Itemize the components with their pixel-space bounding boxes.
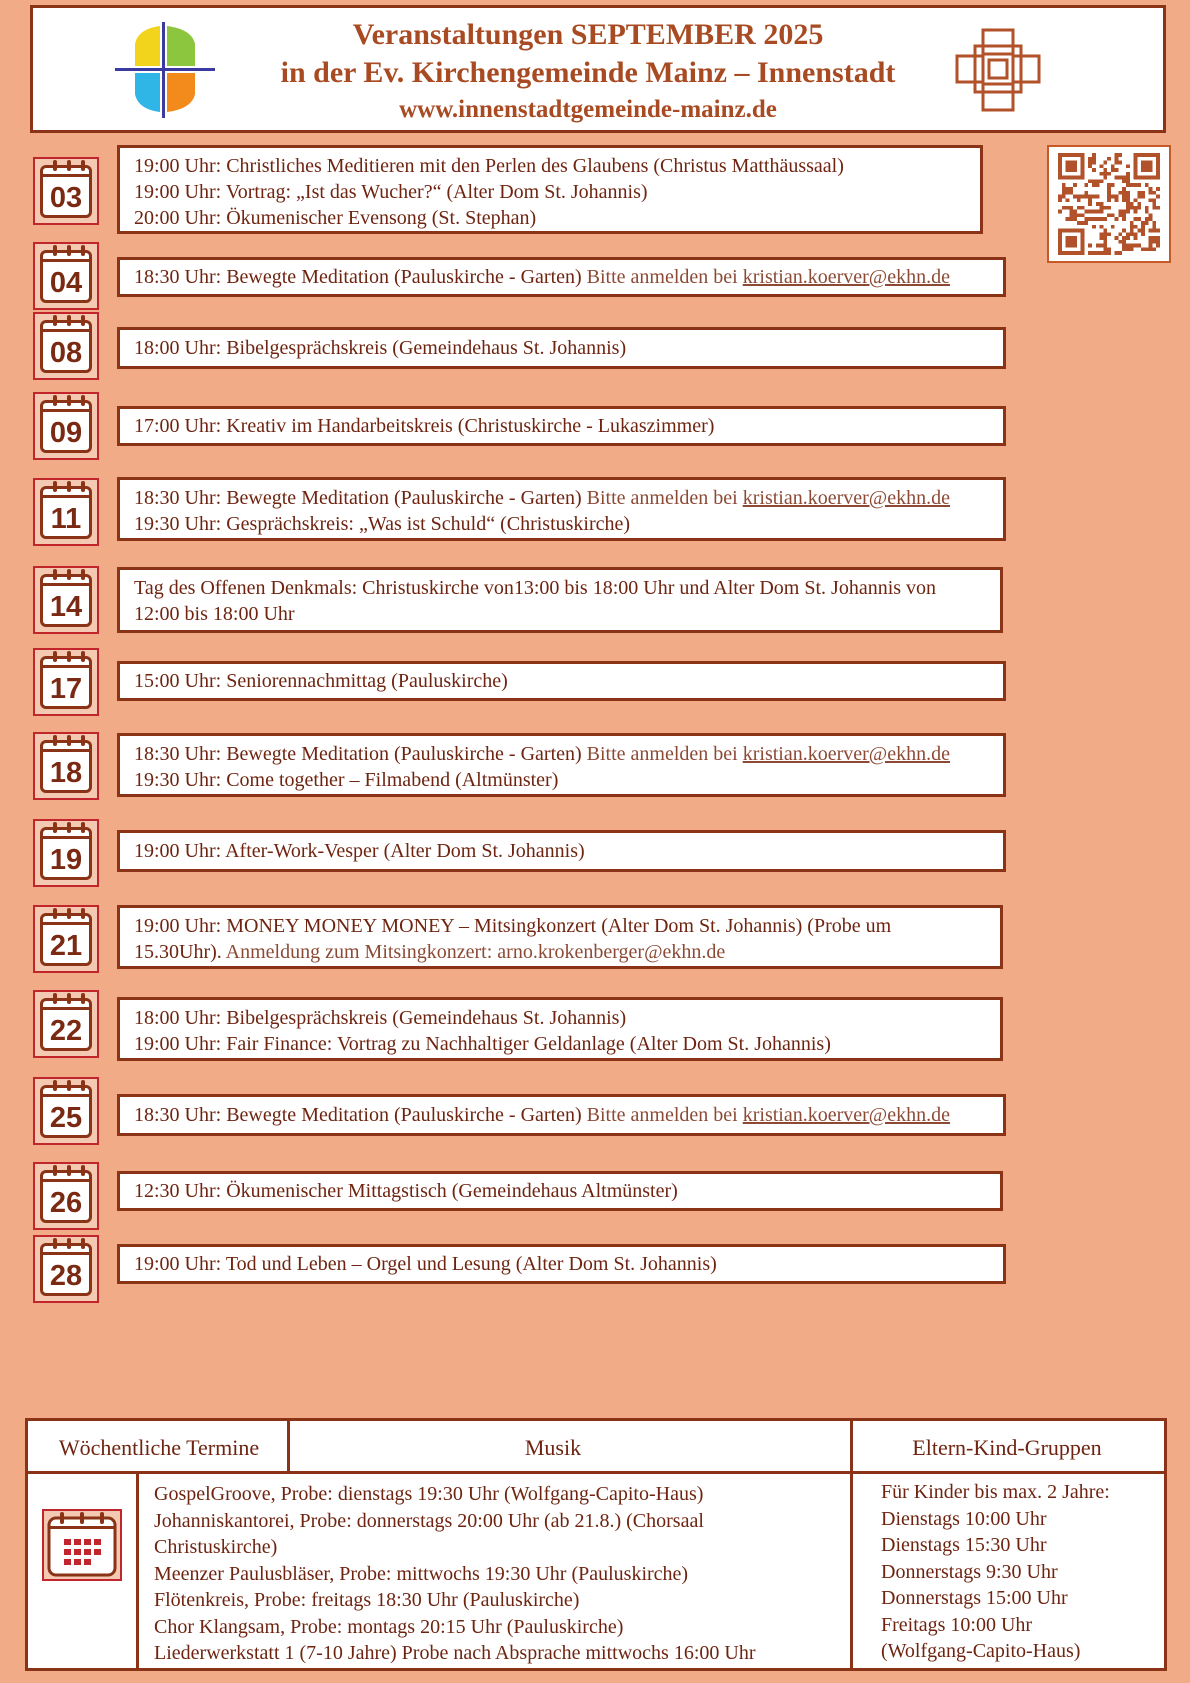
event-text: 15:00 Uhr: Seniorennachmittag (Pauluskirche) bbox=[134, 670, 508, 692]
event-box bbox=[117, 733, 1006, 797]
event-text: Tag des Offenen Denkmals: Christuskirche von13:00 bis 18:00 Uhr und Alter Dom St. Johannis von 12:00 bis 18:00 Uhr bbox=[134, 577, 937, 625]
list-item: Donnerstags 15:00 Uhr bbox=[881, 1587, 1068, 1609]
cross-logo-icon bbox=[115, 22, 215, 123]
date-badge bbox=[33, 732, 99, 800]
list-item: Johanniskantorei, Probe: donnerstags 20:00 Uhr (ab 21.8.) (Chorsaal Christuskirche) bbox=[154, 1509, 704, 1558]
event-box bbox=[117, 477, 1006, 541]
calendar-icon bbox=[40, 827, 92, 880]
email-link[interactable]: kristian.koerver@ekhn.de bbox=[742, 743, 950, 765]
calendar-icon bbox=[40, 486, 92, 539]
date-number: 08 bbox=[49, 337, 83, 369]
event-line bbox=[134, 413, 989, 439]
event-note: Bitte anmelden bei bbox=[581, 1104, 743, 1126]
date-number: 11 bbox=[50, 503, 82, 535]
date-number: 21 bbox=[49, 930, 83, 962]
calendar-icon bbox=[40, 165, 92, 218]
list-item: Flötenkreis, Probe: freitags 18:30 Uhr (Pauluskirche) bbox=[154, 1589, 580, 1611]
calendar-icon bbox=[40, 913, 92, 966]
event-text: 18:00 Uhr: Bibelgesprächskreis (Gemeindehaus St. Johannis) bbox=[134, 1007, 627, 1029]
music-list bbox=[154, 1481, 814, 1667]
event-box bbox=[117, 905, 1003, 969]
list-item: Freitags 10:00 Uhr bbox=[881, 1613, 1033, 1636]
list-item: Chor Klangsam, Probe: montags 20:15 Uhr (Pauluskirche) bbox=[154, 1615, 624, 1638]
calendar-icon bbox=[40, 740, 92, 793]
event-text: 18:30 Uhr: Bewegte Meditation (Pauluskirche - Garten) bbox=[134, 266, 582, 288]
event-line bbox=[134, 511, 989, 537]
event-note: Bitte anmelden bei bbox=[581, 487, 743, 509]
list-item: GospelGroove, Probe: dienstags 19:30 Uhr (Wolfgang-Capito-Haus) bbox=[154, 1483, 704, 1505]
date-number: 14 bbox=[49, 591, 83, 623]
event-line bbox=[134, 913, 986, 939]
event-line bbox=[134, 767, 989, 793]
event-line bbox=[134, 1102, 989, 1128]
qr-code-icon[interactable] bbox=[1047, 145, 1171, 263]
event-box bbox=[117, 406, 1006, 446]
date-badge bbox=[33, 1162, 99, 1230]
event-box bbox=[117, 327, 1006, 369]
event-text: 18:30 Uhr: Bewegte Meditation (Pauluskirche - Garten) bbox=[134, 487, 582, 509]
date-number: 28 bbox=[49, 1260, 83, 1292]
date-number: 04 bbox=[49, 267, 83, 299]
event-line bbox=[134, 1005, 986, 1031]
date-badge bbox=[33, 819, 99, 887]
date-badge bbox=[33, 566, 99, 634]
email-link[interactable]: kristian.koerver@ekhn.de bbox=[742, 487, 950, 509]
list-item: Liederwerkstatt 1 (7-10 Jahre) Probe nach Absprache mittwochs 16:00 Uhr bbox=[154, 1642, 756, 1664]
kids-list bbox=[881, 1479, 1161, 1665]
event-text: 19:00 Uhr: Christliches Meditieren mit den Perlen des Glaubens (Christus Matthäussaal) bbox=[134, 155, 844, 177]
calendar-icon bbox=[40, 574, 92, 627]
event-text: 19:00 Uhr: Tod und Leben – Orgel und Lesung (Alter Dom St. Johannis) bbox=[134, 1253, 717, 1275]
calendar-icon bbox=[42, 1509, 122, 1586]
date-badge bbox=[33, 157, 99, 225]
date-badge bbox=[33, 242, 99, 310]
date-badge bbox=[33, 990, 99, 1058]
event-text: 18:30 Uhr: Bewegte Meditation (Pauluskirche - Garten) bbox=[134, 1104, 582, 1126]
kids-heading: Eltern-Kind-Gruppen bbox=[912, 1435, 1102, 1460]
event-line bbox=[134, 264, 989, 290]
list-item: Für Kinder bis max. 2 Jahre: bbox=[881, 1481, 1110, 1503]
event-text: 19:00 Uhr: Vortrag: „Ist das Wucher?“ (Alter Dom St. Johannis) bbox=[134, 181, 648, 203]
music-heading: Musik bbox=[524, 1435, 582, 1460]
event-line bbox=[134, 1031, 986, 1057]
date-number: 26 bbox=[49, 1187, 83, 1219]
weekly-heading: Wöchentliche Termine bbox=[58, 1435, 260, 1460]
header-banner bbox=[30, 5, 1166, 133]
event-note: Anmeldung zum Mitsingkonzert: arno.krokenberger@ekhn.de bbox=[221, 941, 726, 963]
event-line bbox=[134, 485, 989, 511]
church-cross-logo-icon bbox=[953, 26, 1043, 119]
event-box bbox=[117, 257, 1006, 297]
calendar-icon bbox=[40, 400, 92, 453]
date-number: 03 bbox=[49, 182, 83, 214]
event-line bbox=[134, 335, 989, 361]
event-box bbox=[117, 997, 1003, 1061]
event-text: 19:30 Uhr: Gesprächskreis: „Was ist Schuld“ (Christuskirche) bbox=[134, 513, 631, 535]
event-box bbox=[117, 567, 1003, 633]
date-number: 18 bbox=[49, 757, 83, 789]
event-line bbox=[134, 741, 989, 767]
event-line bbox=[134, 838, 989, 864]
website-link[interactable]: www.innenstadtgemeinde-mainz.de bbox=[399, 96, 777, 123]
event-text: 15.30Uhr). bbox=[134, 941, 222, 963]
list-item: Donnerstags 9:30 Uhr bbox=[881, 1560, 1058, 1583]
event-line bbox=[134, 668, 989, 694]
calendar-icon bbox=[40, 998, 92, 1051]
event-line bbox=[134, 153, 966, 179]
event-line bbox=[134, 205, 966, 231]
event-box bbox=[117, 830, 1006, 872]
date-badge bbox=[33, 648, 99, 716]
event-note: Bitte anmelden bei bbox=[581, 743, 743, 765]
calendar-icon bbox=[40, 656, 92, 709]
event-line bbox=[134, 939, 986, 965]
date-number: 19 bbox=[49, 844, 83, 876]
event-line bbox=[134, 1251, 989, 1277]
date-number: 25 bbox=[49, 1102, 83, 1134]
list-item: (Wolfgang-Capito-Haus) bbox=[881, 1640, 1081, 1662]
email-link[interactable]: kristian.koerver@ekhn.de bbox=[742, 1104, 950, 1126]
event-text: 19:00 Uhr: MONEY MONEY MONEY – Mitsingkonzert (Alter Dom St. Johannis) (Probe um bbox=[134, 915, 892, 937]
event-box bbox=[117, 1171, 1003, 1211]
event-text: 19:00 Uhr: After-Work-Vesper (Alter Dom St. Johannis) bbox=[134, 840, 585, 862]
page-title: Veranstaltungen SEPTEMBER 2025 bbox=[352, 18, 824, 51]
event-text: 19:30 Uhr: Come together – Filmabend (Altmünster) bbox=[134, 769, 559, 791]
calendar-icon bbox=[40, 1085, 92, 1138]
date-badge bbox=[33, 905, 99, 973]
event-text: 18:00 Uhr: Bibelgesprächskreis (Gemeindehaus St. Johannis) bbox=[134, 337, 627, 359]
date-number: 17 bbox=[49, 673, 83, 705]
calendar-icon bbox=[40, 320, 92, 373]
list-item: Dienstags 10:00 Uhr bbox=[881, 1507, 1047, 1530]
date-badge bbox=[33, 478, 99, 546]
event-text: 20:00 Uhr: Ökumenischer Evensong (St. Stephan) bbox=[134, 207, 537, 229]
event-text: 17:00 Uhr: Kreativ im Handarbeitskreis (Christuskirche - Lukaszimmer) bbox=[134, 415, 715, 437]
weekly-schedule bbox=[25, 1418, 1167, 1671]
event-text: 18:30 Uhr: Bewegte Meditation (Pauluskirche - Garten) bbox=[134, 743, 582, 765]
event-box bbox=[117, 145, 983, 234]
date-badge bbox=[33, 392, 99, 460]
date-number: 09 bbox=[49, 417, 83, 449]
date-badge bbox=[33, 312, 99, 380]
event-line bbox=[134, 1178, 986, 1204]
event-line bbox=[134, 575, 986, 627]
event-text: 12:30 Uhr: Ökumenischer Mittagstisch (Gemeindehaus Altmünster) bbox=[134, 1180, 678, 1202]
event-line bbox=[134, 179, 966, 205]
calendar-icon bbox=[40, 1243, 92, 1296]
event-box bbox=[117, 1094, 1006, 1136]
email-link[interactable]: kristian.koerver@ekhn.de bbox=[742, 266, 950, 288]
page-subtitle: in der Ev. Kirchengemeinde Mainz – Innenstadt bbox=[280, 56, 896, 89]
date-badge bbox=[33, 1235, 99, 1303]
calendar-icon bbox=[40, 1170, 92, 1223]
event-text: 19:00 Uhr: Fair Finance: Vortrag zu Nachhaltiger Geldanlage (Alter Dom St. Johannis) bbox=[134, 1033, 831, 1055]
calendar-icon bbox=[40, 250, 92, 303]
list-item: Meenzer Paulusbläser, Probe: mittwochs 19:30 Uhr (Pauluskirche) bbox=[154, 1562, 689, 1585]
date-number: 22 bbox=[49, 1015, 83, 1047]
event-box bbox=[117, 661, 1006, 701]
event-note: Bitte anmelden bei bbox=[581, 266, 743, 288]
date-badge bbox=[33, 1077, 99, 1145]
event-box bbox=[117, 1244, 1006, 1284]
list-item: Dienstags 15:30 Uhr bbox=[881, 1534, 1047, 1556]
